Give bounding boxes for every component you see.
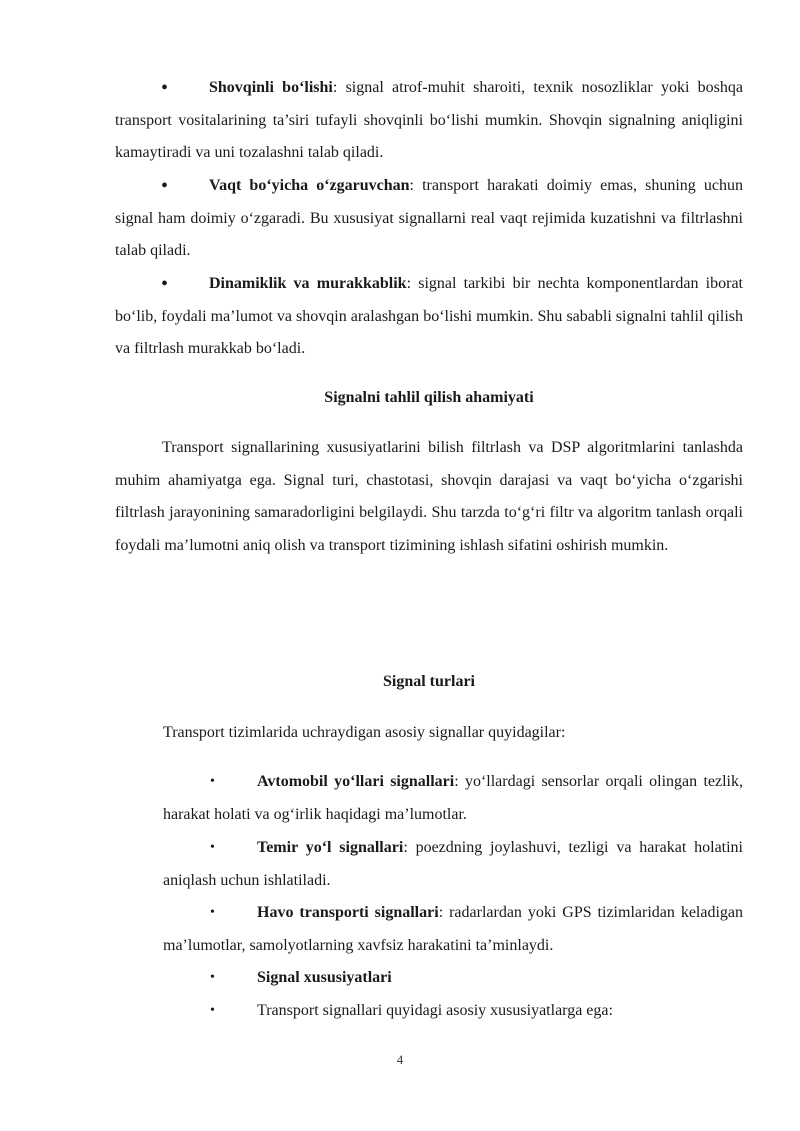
bullet-icon: • [161, 273, 169, 295]
bullet-text: : signal atrof-muhit sharoiti, texnik nosozliklar yoki boshqa transport vositalarining ta’siri tufayli shovqinli bo‘lishi mumkin. Shovqin signalning aniqligini kamaytiradi va uni tozalashni talab qiladi. [115, 79, 743, 161]
section-heading-signal-types: Signal turlari [382, 673, 475, 690]
bullet-item-properties [163, 962, 743, 995]
bullet-text: : yo‘llardagi sensorlar orqali olingan tezlik, harakat holati va og‘irlik haqidagi ma’lumotlar. [163, 773, 743, 823]
bullet-item-dynamic [115, 268, 743, 366]
bullet-text: : poezdning joylashuvi, tezligi va harakat holatini aniqlash uchun ishlatiladi. [163, 839, 744, 889]
bullet-item-noisy [115, 72, 743, 170]
bullet-icon: • [210, 970, 215, 985]
paragraph-intro: Transport tizimlarida uchraydigan asosiy signallar quyidagilar: [163, 724, 566, 741]
bullet-item-railway [163, 832, 743, 897]
section-heading-analysis: Signalni tahlil qilish ahamiyati [324, 389, 534, 406]
page-number: 4 [396, 1052, 404, 1067]
bullet-item-road [163, 766, 743, 831]
bullet-term: Vaqt bo‘yicha o‘zgaruvchan [209, 177, 410, 194]
bullet-icon: • [161, 175, 169, 197]
bullet-icon: • [210, 905, 215, 920]
bullet-icon: • [210, 1003, 215, 1018]
bullet-icon: • [161, 77, 169, 99]
bullet-term: Avtomobil yo‘llari signallari [257, 773, 455, 790]
bullet-item-air [163, 897, 743, 962]
bullet-text: : radarlardan yoki GPS tizimlaridan keladigan ma’lumotlar, samolyotlarning xavfsiz harakatini ta’minlaydi. [163, 904, 744, 954]
bullet-text: : transport harakati doimiy emas, shuning uchun signal ham doimiy o‘zgaradi. Bu xususiyat signallarni real vaqt rejimida kuzatishni va filtrlashni talab qiladi. [115, 177, 744, 259]
bullet-item-time-varying [115, 170, 743, 268]
bullet-icon: • [210, 774, 215, 789]
bullet-term: Dinamiklik va murakkablik [209, 275, 407, 292]
bullet-term: Temir yo‘l signallari [257, 839, 404, 856]
bullet-term: Signal xususiyatlari [257, 969, 392, 986]
bullet-text: : signal tarkibi bir nechta komponentlardan iborat bo‘lib, foydali ma’lumot va shovqin aralashgan bo‘lishi mumkin. Shu sababli signalni tahlil qilish va filtrlash murakkab bo‘ladi. [115, 275, 744, 357]
bullet-icon: • [210, 840, 215, 855]
bullet-text: Transport signallari quyidagi asosiy xususiyatlarga ega: [257, 1002, 613, 1019]
bullet-term: Havo transporti signallari [257, 904, 439, 921]
paragraph-analysis: Transport signallarining xususiyatlarini bilish filtrlash va DSP algoritmlarini tanlashda muhim ahamiyatga ega. Signal turi, chastotasi, shovqin darajasi va vaqt bo‘yicha o‘zgarishi filtrlash jarayonining samaradorligini belgilaydi. Shu tarzda to‘g‘ri filtr va algoritm tanlash orqali foydali ma’lumotni aniq olish va transport tizimining ishlash sifatini oshirish mumkin. [115, 439, 743, 554]
bullet-item-properties-intro [163, 995, 743, 1028]
bullet-term: Shovqinli bo‘lishi [209, 79, 333, 96]
